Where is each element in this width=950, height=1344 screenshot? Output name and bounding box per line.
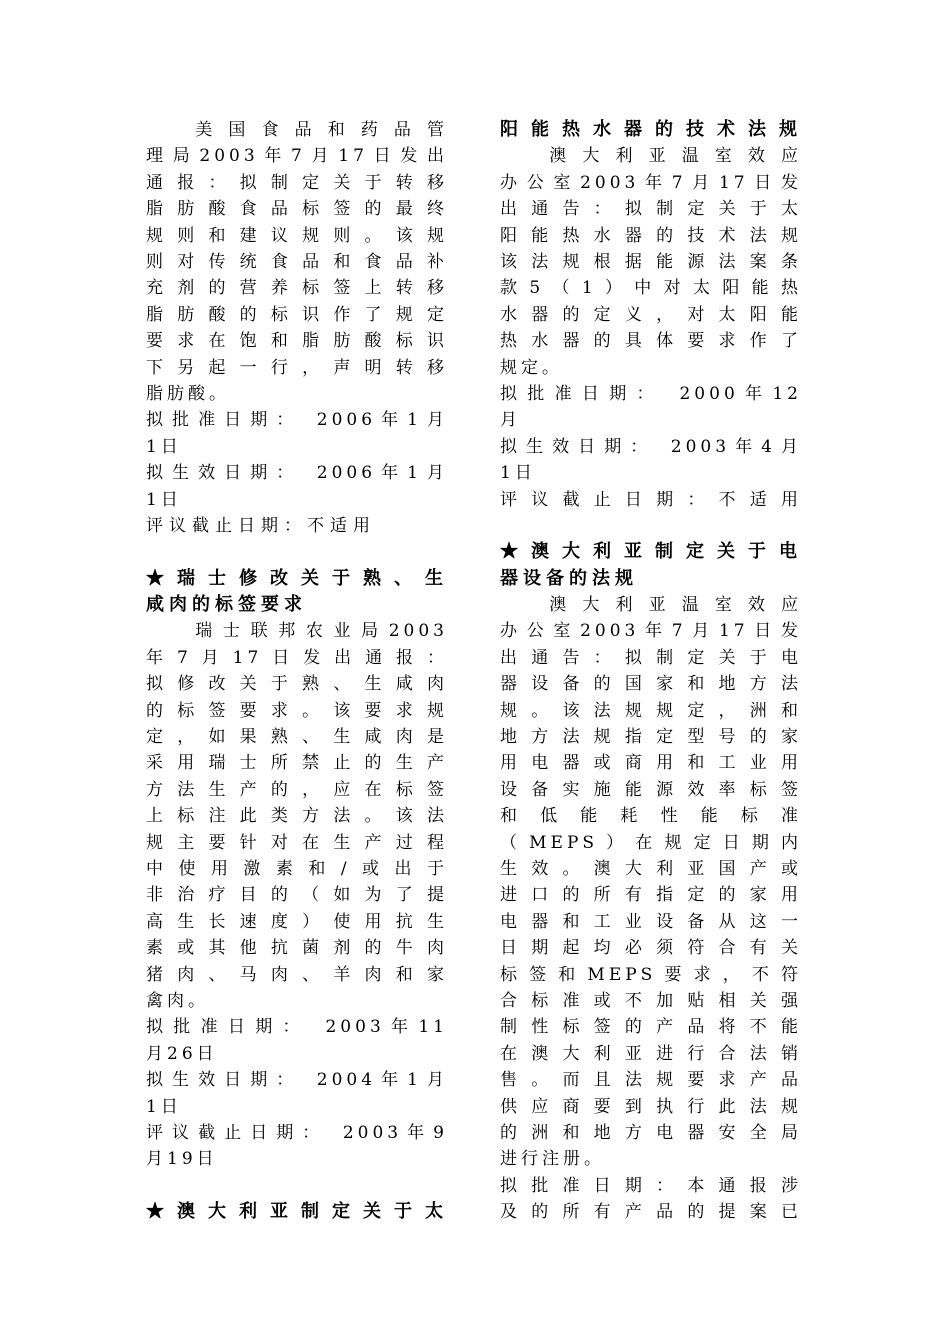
date-line: 评议截止日期：不适用 <box>146 516 376 537</box>
body-line: 器设备的国家和地方法 <box>500 674 802 695</box>
body-line: 素或其他抗菌剂的牛肉 <box>146 938 448 959</box>
body-line: 高生长速度）使用抗生 <box>146 911 448 932</box>
body-line: 日期起均必须符合有关 <box>500 938 802 959</box>
body-line: 中使用激素和/或出于 <box>146 858 448 879</box>
body-line: 热水器的具体要求作了 <box>500 331 802 352</box>
article-aus-electrical-equipment <box>500 539 802 1226</box>
date-line: 1日 <box>146 436 182 457</box>
body-line: 制性标签的产品将不能 <box>500 1017 802 1038</box>
body-line: 售。而且法规要求产品 <box>500 1070 802 1091</box>
article-heading: 阳能热水器的技术法规 <box>500 119 802 140</box>
article-us-trans-fat <box>146 117 448 540</box>
body-line: 水器的定义，对太阳能 <box>500 304 802 325</box>
body-line: 出通告：拟制定关于太 <box>500 199 802 220</box>
body-line: 充剂的营养标签上转移 <box>146 278 448 299</box>
body-line: 生效。澳大利亚国产或 <box>500 858 802 879</box>
body-line: 阳能热水器的技术法规 <box>500 225 802 246</box>
left-column <box>146 117 448 1225</box>
body-line: 脂肪酸。 <box>146 384 230 405</box>
body-line: 的洲和地方电器安全局 <box>500 1123 802 1144</box>
date-line: 1日 <box>146 1096 182 1117</box>
body-line: 进行注册。 <box>500 1149 605 1170</box>
body-line: 采用瑞士所禁止的生产 <box>146 753 448 774</box>
body-line: 办公室2003年7月17日发 <box>500 172 802 193</box>
body-line: 进口的所有指定的家用 <box>500 885 802 906</box>
body-line: 该法规根据能源法案条 <box>500 252 802 273</box>
body-line: 猪肉、马肉、羊肉和家 <box>146 964 448 985</box>
body-line: 下另起一行，声明转移 <box>146 357 448 378</box>
date-line: 拟批准日期： 2006年1月 <box>146 410 448 431</box>
body-line: 要求在饱和脂肪酸标识 <box>146 331 448 352</box>
date-line: 拟批准日期： 2003年11 <box>146 1017 448 1038</box>
date-line: 评议截止日期：不适用 <box>500 489 802 510</box>
body-line: 定，如果熟、生咸肉是 <box>146 726 448 747</box>
body-line: 款5（1）中对太阳能热 <box>500 278 802 299</box>
right-column <box>500 117 802 1226</box>
body-line: 美国食品和药品管 <box>195 120 448 140</box>
body-line: 设备实施能源效率标签 <box>500 779 802 800</box>
article-aus-solar-heater-start <box>146 1199 448 1225</box>
date-line: 拟批准日期： 2000年12 <box>500 384 802 405</box>
body-line: 用电器或商用和工业用 <box>500 753 802 774</box>
body-line: 则对传统食品和食品补 <box>146 252 448 273</box>
body-line: （MEPS）在规定日期内 <box>500 832 802 853</box>
article-heading: 咸肉的标签要求 <box>146 593 307 615</box>
date-line: 月 <box>500 410 521 431</box>
date-line: 及的所有产品的提案已 <box>500 1202 802 1223</box>
date-line: 评议截止日期： 2003年9 <box>146 1123 448 1144</box>
body-line: 澳大利亚温室效应 <box>549 594 802 615</box>
date-line: 月26日 <box>146 1043 218 1064</box>
date-line: 月19日 <box>146 1149 218 1170</box>
article-heading: ★澳大利亚制定关于电 <box>500 541 802 563</box>
body-line: 年7月17日发出通报： <box>146 647 448 668</box>
body-line: 在澳大利亚进行合法销 <box>500 1043 802 1064</box>
date-line: 拟生效日期： 2003年4月 <box>500 436 802 457</box>
body-line: 的标签要求。该要求规 <box>146 700 448 721</box>
date-line: 1日 <box>500 463 536 484</box>
article-swiss-meat-label <box>146 566 448 1173</box>
date-line: 1日 <box>146 489 182 510</box>
body-line: 规则和建议规则。该规 <box>146 225 448 246</box>
body-line: 上标注此类方法。该法 <box>146 806 448 827</box>
body-line: 非治疗目的（如为了提 <box>146 885 448 906</box>
body-line: 和低能耗性能标准 <box>500 806 802 827</box>
body-line: 脂肪酸食品标签的最终 <box>146 199 448 220</box>
body-line: 供应商要到执行此法规 <box>500 1096 802 1117</box>
body-line: 出通告：拟制定关于电 <box>500 647 802 668</box>
body-line: 禽肉。 <box>146 991 209 1011</box>
body-line: 脂肪酸的标识作了规定 <box>146 304 448 325</box>
body-line: 标签和MEPS要求，不符 <box>500 964 802 985</box>
body-line: 澳大利亚温室效应 <box>549 146 802 167</box>
article-aus-solar-heater-cont <box>500 117 802 513</box>
body-line: 合标准或不加贴相关强 <box>500 991 802 1011</box>
body-line: 地方法规指定型号的家 <box>500 726 802 747</box>
body-line: 拟修改关于熟、生咸肉 <box>146 674 448 695</box>
body-line: 规定。 <box>500 357 563 378</box>
body-line: 理局2003年7月17日发出 <box>146 146 448 167</box>
body-line: 规。该法规规定，洲和 <box>500 700 802 721</box>
body-line: 办公室2003年7月17日发 <box>500 621 802 642</box>
date-line: 拟生效日期： 2006年1月 <box>146 463 448 484</box>
body-line: 规主要针对在生产过程 <box>146 832 448 853</box>
date-line: 拟生效日期： 2004年1月 <box>146 1070 448 1091</box>
body-line: 电器和工业设备从这一 <box>500 911 802 932</box>
body-line: 通报：拟制定关于转移 <box>146 172 448 193</box>
article-heading: ★澳大利亚制定关于太 <box>146 1200 448 1222</box>
body-line: 瑞士联邦农业局2003 <box>195 621 448 642</box>
date-line: 拟批准日期：本通报涉 <box>500 1175 802 1196</box>
body-line: 方法生产的，应在标签 <box>146 779 448 800</box>
article-heading: 器设备的法规 <box>500 567 638 589</box>
article-heading: ★瑞士修改关于熟、生 <box>146 567 448 589</box>
